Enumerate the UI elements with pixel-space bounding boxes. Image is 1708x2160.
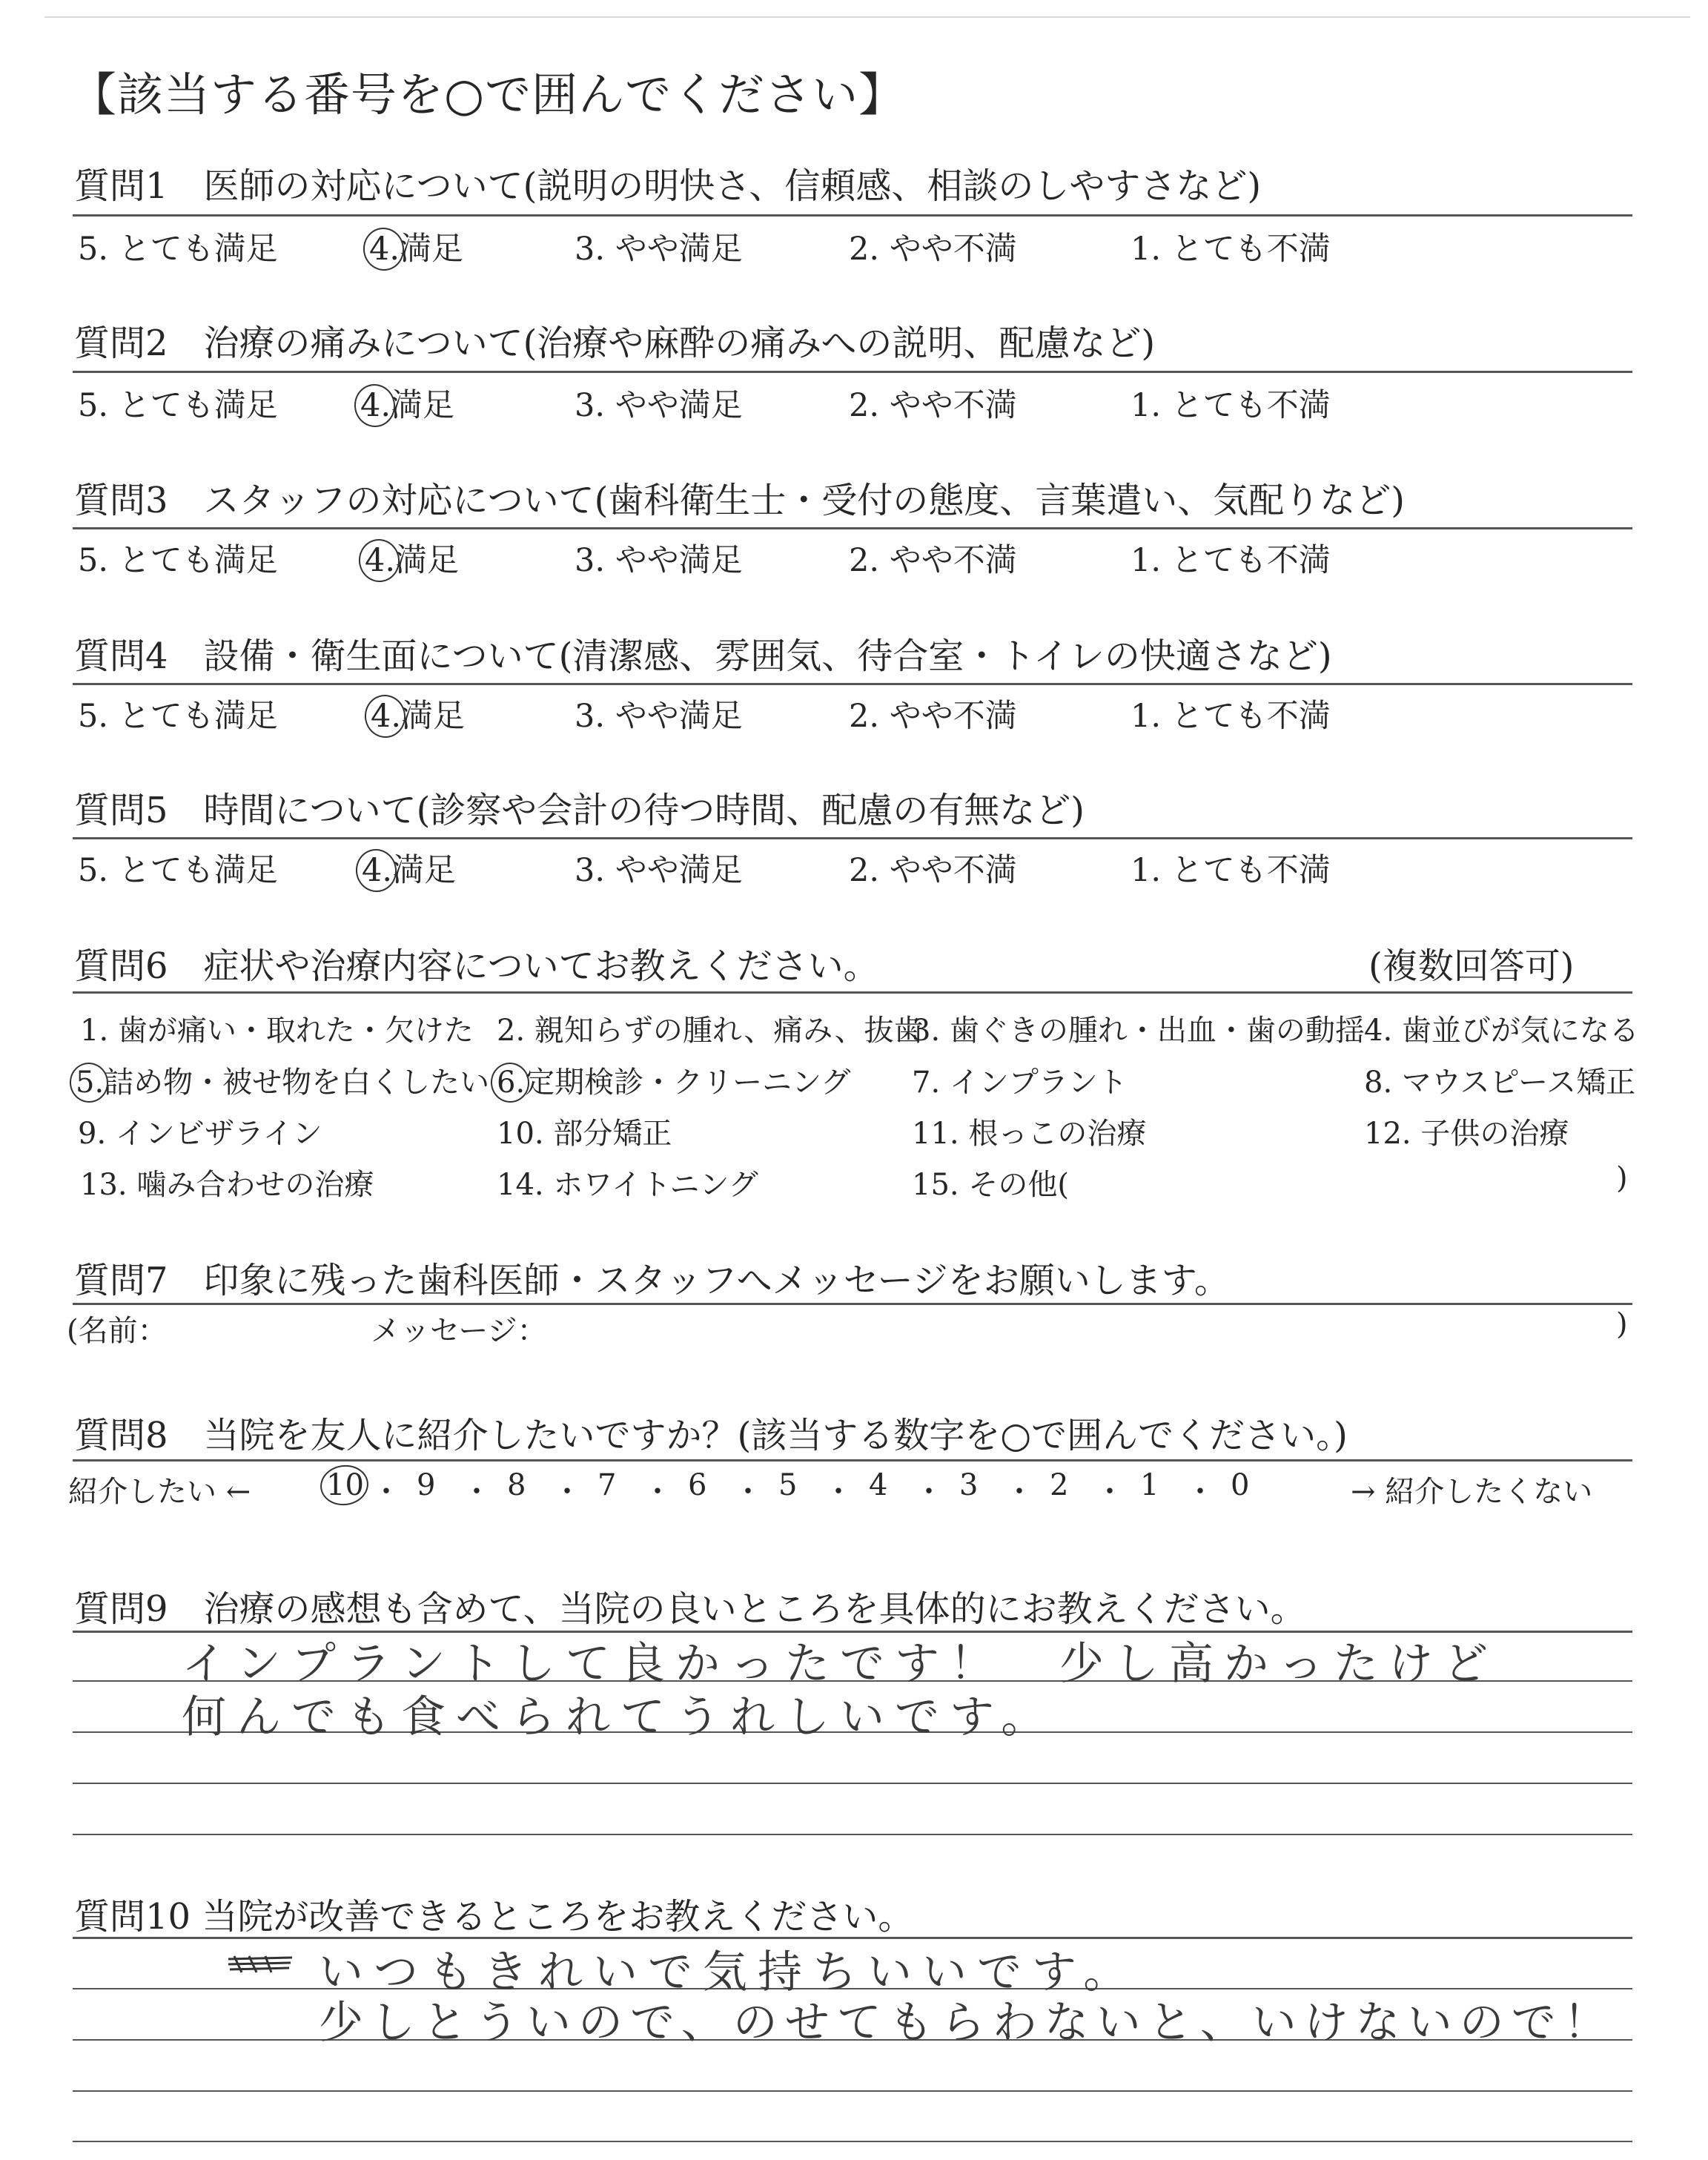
q10-rule-5: [73, 2141, 1632, 2142]
q8-scale-option[interactable]: 0: [1231, 1468, 1250, 1502]
q2-rule: [73, 371, 1632, 373]
answer-circle: 5.: [76, 1066, 105, 1100]
answer-circle: 4.: [360, 387, 391, 424]
q6-item-6[interactable]: [497, 1059, 850, 1101]
q8-scale-separator: ・: [1095, 1475, 1125, 1509]
q6-item-4[interactable]: 4. 歯並びが気になる: [1364, 1014, 1639, 1048]
q1-opt-3[interactable]: 3. やや満足: [575, 231, 743, 268]
q4-title: 質問4 設備・衛生面について(清潔感、雰囲気、待合室・トイレの快適さなど): [74, 635, 1332, 677]
q4-opt-2[interactable]: 2. やや不満: [849, 698, 1017, 735]
q1-opt-4[interactable]: [369, 224, 463, 269]
answer-circle: 4.: [371, 698, 402, 735]
q4-opt-1[interactable]: 1. とても不満: [1131, 698, 1331, 735]
q2-opt-2[interactable]: 2. やや不満: [849, 387, 1017, 424]
q2-opt-4[interactable]: [360, 380, 454, 426]
q8-scale-option[interactable]: 10: [326, 1468, 364, 1502]
q8-scale-option[interactable]: 8: [507, 1468, 526, 1502]
q6-item-2[interactable]: 2. 親知らずの腫れ、痛み、抜歯: [497, 1014, 924, 1048]
q1-title: 質問1 医師の対応について(説明の明快さ、信頼感、相談のしやすさなど): [74, 165, 1262, 207]
q6-item-15[interactable]: 15. その他(: [912, 1168, 1069, 1202]
q3-opt-4[interactable]: [365, 535, 459, 581]
q10-title: 質問10 当院が改善できるところをお教えください。: [74, 1896, 914, 1938]
q5-opt-2[interactable]: 2. やや不満: [849, 852, 1017, 889]
q8-scale-separator: ・: [1004, 1475, 1034, 1509]
q9-answer-line-2: 何んでも食べられてうれしいです。: [182, 1691, 1056, 1743]
q2-opt-4-label: 満足: [391, 387, 455, 424]
q4-opt-3[interactable]: 3. やや満足: [575, 698, 743, 735]
q2-opt-1[interactable]: 1. とても不満: [1131, 387, 1331, 424]
q3-opt-2[interactable]: 2. やや不満: [849, 542, 1017, 579]
q4-opt-4-label: 満足: [401, 698, 466, 735]
q3-title: 質問3 スタッフの対応について(歯科衛生士・受付の態度、言葉遣い、気配りなど): [74, 480, 1406, 521]
q3-opt-5[interactable]: 5. とても満足: [78, 542, 278, 579]
q8-scale-option[interactable]: 7: [598, 1468, 617, 1502]
q2-title: 質問2 治療の痛みについて(治療や麻酔の痛みへの説明、配慮など): [74, 323, 1156, 364]
q8-scale-separator: ・: [552, 1475, 582, 1509]
q8-scale-separator: ・: [462, 1475, 491, 1509]
q5-opt-4[interactable]: [362, 845, 456, 891]
answer-circle: 4.: [365, 542, 396, 579]
q5-title: 質問5 時間について(診察や会計の待つ時間、配慮の有無など): [74, 790, 1085, 831]
top-border: [44, 16, 1690, 18]
q9-title: 質問9 治療の感想も含めて、当院の良いところを具体的にお教えください。: [74, 1588, 1306, 1630]
q9-answer-line-1: インプラントして良かったです！ 少し高かったけど: [182, 1638, 1498, 1690]
q8-scale-option[interactable]: 9: [417, 1468, 436, 1502]
page-heading: 【該当する番号を○で囲んでください】: [70, 67, 906, 122]
q5-rule: [73, 837, 1632, 839]
q8-scale-separator: ・: [914, 1475, 944, 1509]
q7-name-label: (名前：: [67, 1314, 168, 1348]
q6-item-15-close: ): [1616, 1161, 1628, 1195]
q1-rule: [73, 214, 1632, 217]
q5-opt-4-label: 満足: [392, 852, 457, 889]
q1-opt-4-label: 満足: [400, 231, 464, 268]
q9-rule-5: [73, 1834, 1632, 1835]
q8-right-label: → 紹介したくない: [1351, 1475, 1593, 1509]
q6-item-14[interactable]: 14. ホワイトニング: [497, 1168, 758, 1202]
q5-opt-1[interactable]: 1. とても不満: [1131, 852, 1331, 889]
strikethrough-scribble: [227, 1955, 294, 1974]
q1-opt-2[interactable]: 2. やや不満: [849, 231, 1017, 268]
q6-item-8[interactable]: 8. マウスピース矯正: [1364, 1066, 1636, 1100]
q6-item-11[interactable]: 11. 根っこの治療: [912, 1117, 1147, 1151]
q6-item-1[interactable]: 1. 歯が痛い・取れた・欠けた: [80, 1014, 474, 1048]
q6-item-9[interactable]: 9. インビザライン: [78, 1117, 322, 1151]
q10-answer-line-1: いつもきれいで気持ちいいです。: [319, 1946, 1139, 1998]
q2-opt-5[interactable]: 5. とても満足: [78, 387, 278, 424]
q8-scale-separator: ・: [1185, 1475, 1215, 1509]
q6-item-10[interactable]: 10. 部分矯正: [497, 1117, 672, 1151]
q8-title: 質問8 当院を友人に紹介したいですか？(該当する数字を○で囲んでください。): [74, 1415, 1348, 1456]
q4-opt-4[interactable]: [371, 691, 465, 736]
q8-scale-option[interactable]: 5: [778, 1468, 798, 1502]
q5-opt-5[interactable]: 5. とても満足: [78, 852, 278, 889]
q8-scale-option[interactable]: 3: [959, 1468, 979, 1502]
answer-circle: 4.: [362, 852, 393, 889]
q6-item-5[interactable]: [76, 1059, 489, 1101]
q1-opt-5[interactable]: 5. とても満足: [78, 231, 278, 268]
q3-rule: [73, 527, 1632, 529]
q8-scale-option[interactable]: 4: [869, 1468, 888, 1502]
q3-opt-1[interactable]: 1. とても不満: [1131, 542, 1331, 579]
answer-circle: 6.: [497, 1066, 526, 1100]
q3-opt-4-label: 満足: [395, 542, 460, 579]
q6-item-13[interactable]: 13. 噛み合わせの治療: [80, 1168, 374, 1202]
q4-rule: [73, 683, 1632, 685]
q6-item-12[interactable]: 12. 子供の治療: [1364, 1117, 1569, 1151]
q5-opt-3[interactable]: 3. やや満足: [575, 852, 743, 889]
q8-rule: [73, 1459, 1632, 1462]
q8-scale-separator: ・: [371, 1475, 401, 1509]
q7-title: 質問7 印象に残った歯科医師・スタッフへメッセージをお願いします。: [74, 1260, 1230, 1301]
q6-note: (複数回答可): [1368, 945, 1575, 987]
q3-opt-3[interactable]: 3. やや満足: [575, 542, 743, 579]
q6-item-5-label: 詰め物・被せ物を白くしたい: [104, 1066, 490, 1100]
q9-rule-4: [73, 1783, 1632, 1784]
q1-opt-1[interactable]: 1. とても不満: [1131, 231, 1331, 268]
q8-scale-separator: ・: [643, 1475, 672, 1509]
answer-circle: 4.: [369, 231, 400, 268]
q10-answer-line-2: 少しとういので、のせてもらわないと、いけないので！: [319, 1997, 1615, 2049]
q8-scale-option[interactable]: 6: [688, 1468, 707, 1502]
q6-item-6-label: 定期検診・クリーニング: [525, 1066, 851, 1100]
q6-rule: [73, 991, 1632, 994]
q6-item-3[interactable]: 3. 歯ぐきの腫れ・出血・歯の動揺: [912, 1014, 1365, 1048]
q8-left-label: 紹介したい ←: [68, 1475, 251, 1509]
q6-item-7[interactable]: 7. インプラント: [912, 1066, 1128, 1100]
q6-title: 質問6 症状や治療内容についてお教えください。: [74, 945, 879, 987]
q7-message-label: メッセージ：: [371, 1314, 547, 1348]
q8-scale-separator: ・: [733, 1475, 763, 1509]
q8-scale-option[interactable]: 1: [1140, 1468, 1159, 1502]
q10-rule-4: [73, 2090, 1632, 2092]
q7-rule: [73, 1303, 1632, 1305]
q2-opt-3[interactable]: 3. やや満足: [575, 387, 743, 424]
q7-close: ): [1616, 1307, 1628, 1341]
q8-scale-separator: ・: [824, 1475, 853, 1509]
q8-scale-option[interactable]: 2: [1050, 1468, 1069, 1502]
q4-opt-5[interactable]: 5. とても満足: [78, 698, 278, 735]
